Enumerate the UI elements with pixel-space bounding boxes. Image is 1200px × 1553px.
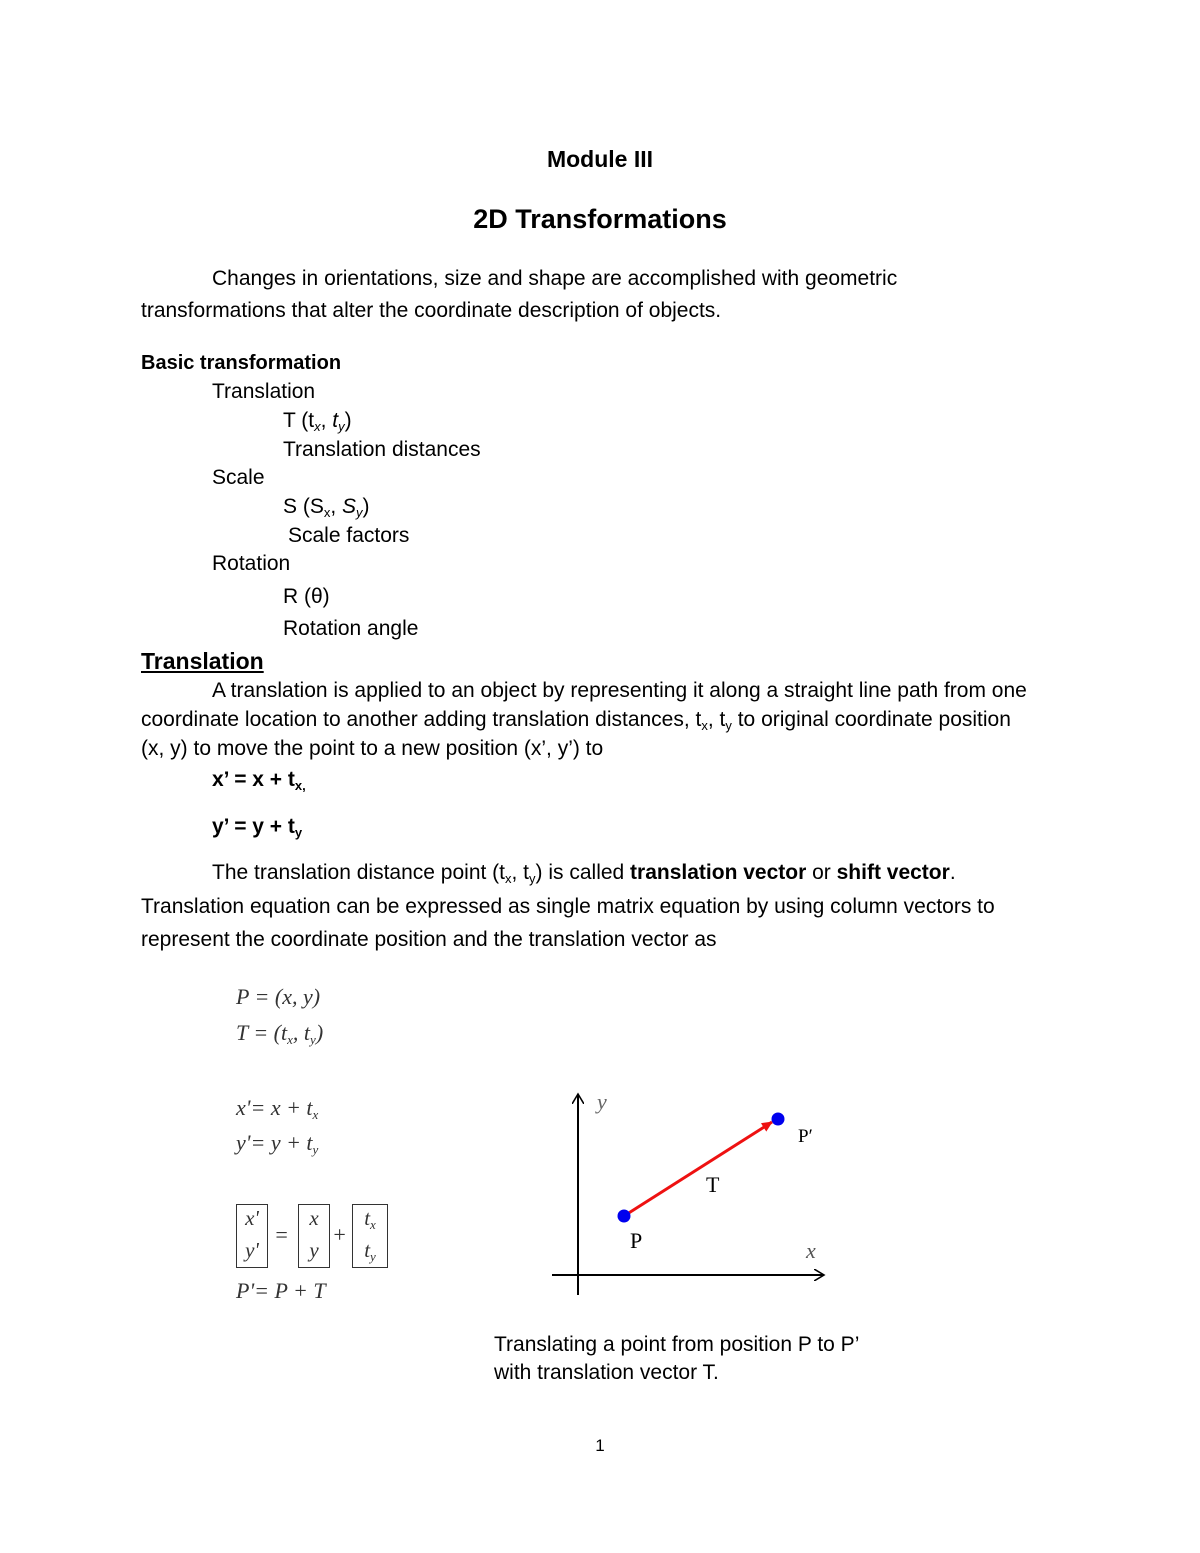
translation-symbol: T ($t_x$, $t_y$) [283,409,352,434]
y-axis-label: y [597,1089,607,1114]
formula-x-prime: $x'= x + t_x$ [236,1095,319,1122]
translation-heading: Translation [141,648,264,674]
matrix-x-prime: x' [245,1206,259,1230]
x-axis-label: x [806,1238,816,1263]
translation-para-line-2: coordinate location to another adding translation distances, $t_x$, $t_y$ to original coordinate position [141,708,1011,733]
matrix-tx: $t_x$ [364,1206,376,1232]
translation-diagram [540,1080,840,1310]
translation-para-line-3: (x, y) to move the point to a new position (x’, y’) to [141,737,604,760]
rotation-symbol: R (θ) [283,585,330,608]
scale-label: Scale [212,466,265,489]
translation-desc: Translation distances [283,438,481,461]
formula-t-def: $T = (t_x$, $t_y$) [236,1020,324,1047]
translation-label: Translation [212,380,316,403]
intro-line-1: Changes in orientations, size and shape are accomplished with geometric [212,267,898,290]
rotation-label: Rotation [212,552,291,575]
matrix-para-line-1: Translation equation can be expressed as single matrix equation by using column vectors to [141,895,995,918]
scale-symbol: S ($S_x$, $S_y$) [283,495,370,520]
translation-vector-arrow [624,1122,772,1216]
formula-vector-sum: P'= P + T [236,1278,326,1303]
page-title: 2D Transformations [473,204,727,234]
matrix-equals: = [274,1222,289,1247]
caption-line-1: Translating a point from position P to P’ [494,1333,860,1356]
equation-x-prime: x’ = $x + t_{x,}$ [212,768,306,793]
matrix-plus: + [332,1222,347,1247]
basic-heading: Basic transformation [141,352,342,374]
point-p-prime-dot [772,1113,785,1126]
matrix-y: y [309,1238,319,1262]
point-p-dot [618,1210,631,1223]
page-number: 1 [595,1436,605,1455]
rotation-desc: Rotation angle [283,617,419,640]
matrix-y-prime: y' [245,1238,259,1262]
formula-p-def: P = (x, y) [236,984,321,1009]
intro-line-2: transformations that alter the coordinate description of objects. [141,299,722,322]
matrix-x: x [309,1206,319,1230]
matrix-ty: $t_y$ [364,1238,376,1264]
caption-line-2: with translation vector T. [494,1361,719,1384]
formula-y-prime: $y'= y + t_y$ [236,1130,319,1157]
matrix-para-line-2: represent the coordinate position and the translation vector as [141,928,717,951]
vector-t-label: T [706,1172,720,1197]
equation-y-prime: y’ = $y + t_y$ [212,815,303,840]
translation-para-line-1: A translation is applied to an object by representing it along a straight line path from one [212,679,1027,702]
point-p-prime-label: P′ [798,1126,813,1147]
scale-desc: Scale factors [288,524,410,547]
translation-vector-para: The translation distance point ($t_x$, $t_y$) is called translation vector or shift vector. [212,861,956,886]
module-label: Module III [546,146,654,172]
point-p-label: P [630,1228,643,1253]
